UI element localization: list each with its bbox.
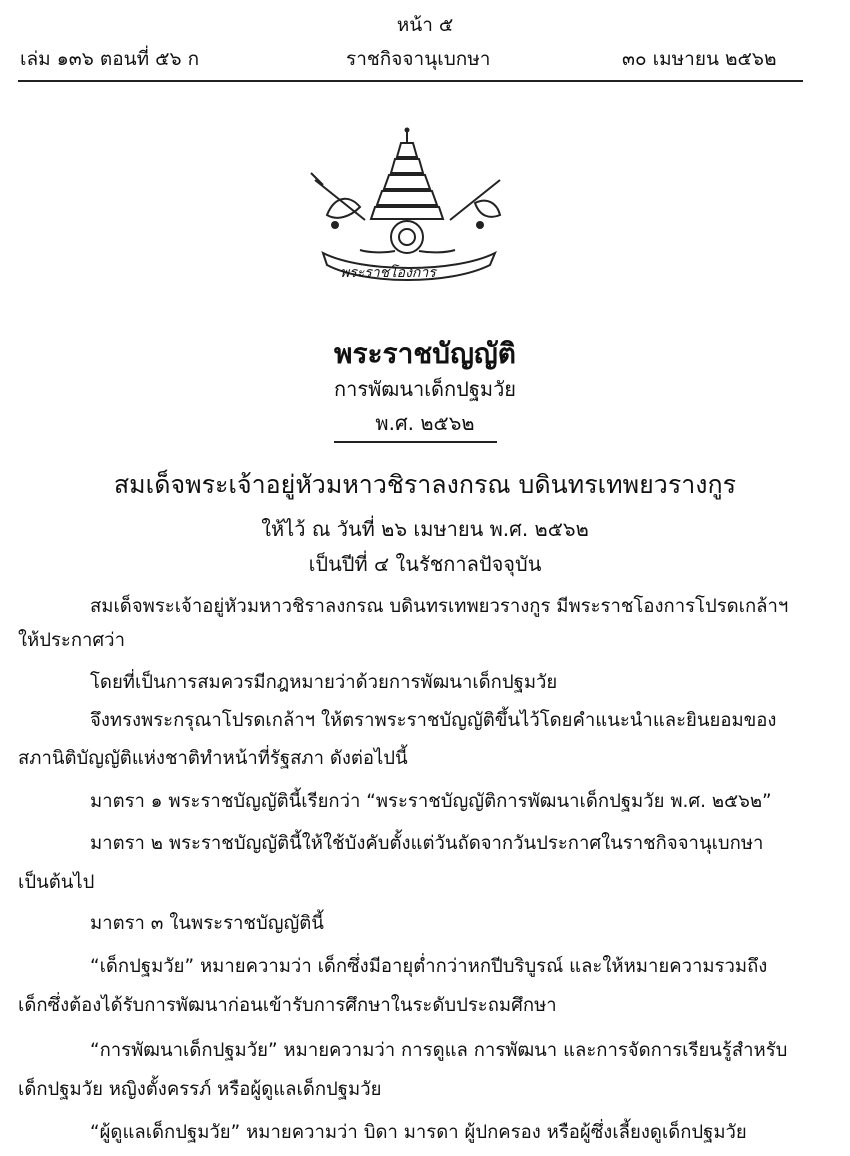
reign-year: เป็นปีที่ ๔ ในรัชกาลปัจจุบัน: [308, 552, 542, 576]
section-1: มาตรา ๑ พระราชบัญญัตินี้เรียกว่า “พระราชบัญญัติการพัฒนาเด็กปฐมวัย พ.ศ. ๒๕๖๒”: [90, 791, 772, 812]
given-date: ให้ไว้ ณ วันที่ ๒๖ เมษายน พ.ศ. ๒๕๖๒: [261, 517, 589, 541]
page-number: หน้า ๕: [396, 14, 454, 36]
emblem-motto: พระราชโองการ: [340, 265, 436, 281]
title-divider: [334, 441, 497, 443]
act-year: พ.ศ. ๒๕๖๒: [375, 411, 475, 435]
section-3: มาตรา ๓ ในพระราชบัญญัตินี้: [90, 913, 324, 934]
document-title: พระราชบัญญัติ: [334, 337, 516, 370]
section-2-line-1: มาตรา ๒ พระราชบัญญัตินี้ให้ใช้บังคับตั้งแต่วันถัดจากวันประกาศในราชกิจจานุเบกษา: [90, 833, 764, 854]
royal-seal-emblem: [305, 125, 510, 285]
publication-date: ๓๐ เมษายน ๒๕๖๒: [622, 48, 777, 70]
definition-2-line-2: เด็กปฐมวัย หญิงตั้งครรภ์ หรือผู้ดูแลเด็กปฐมวัย: [18, 1079, 382, 1100]
definition-2-line-1: “การพัฒนาเด็กปฐมวัย” หมายความว่า การดูแล การพัฒนา และการจัดการเรียนรู้สำหรับ: [90, 1040, 788, 1061]
section-2-line-2: เป็นต้นไป: [18, 872, 95, 893]
publication-name: ราชกิจจานุเบกษา: [346, 48, 491, 70]
preamble-line-2: ให้ประกาศว่า: [18, 630, 125, 651]
volume-issue: เล่ม ๑๓๖ ตอนที่ ๕๖ ก: [20, 48, 200, 70]
definition-1-line-2: เด็กซึ่งต้องได้รับการพัฒนาก่อนเข้ารับการศึกษาในระดับประถมศึกษา: [18, 995, 557, 1016]
enactment-line-1: จึงทรงพระกรุณาโปรดเกล้าฯ ให้ตราพระราชบัญญัติขึ้นไว้โดยคำแนะนำและยินยอมของ: [90, 710, 777, 731]
king-name: สมเด็จพระเจ้าอยู่หัวมหาวชิราลงกรณ บดินทรเทพยวรางกูร: [113, 470, 737, 499]
definition-3: “ผู้ดูแลเด็กปฐมวัย” หมายความว่า บิดา มารดา ผู้ปกครอง หรือผู้ซึ่งเลี้ยงดูเด็กปฐมวัย: [90, 1122, 747, 1143]
definition-1-line-1: “เด็กปฐมวัย” หมายความว่า เด็กซึ่งมีอายุต่ำกว่าหกปีบริบูรณ์ และให้หมายความรวมถึง: [90, 956, 768, 977]
act-subject: การพัฒนาเด็กปฐมวัย: [333, 377, 517, 401]
header-divider: [18, 80, 803, 82]
enactment-line-2: สภานิติบัญญัติแห่งชาติทำหน้าที่รัฐสภา ดังต่อไปนี้: [18, 748, 408, 769]
preamble-line-1: สมเด็จพระเจ้าอยู่หัวมหาวชิราลงกรณ บดินทรเทพยวรางกูร มีพระราชโองการโปรดเกล้าฯ: [90, 596, 789, 617]
rationale-paragraph: โดยที่เป็นการสมควรมีกฎหมายว่าด้วยการพัฒนาเด็กปฐมวัย: [90, 672, 558, 693]
